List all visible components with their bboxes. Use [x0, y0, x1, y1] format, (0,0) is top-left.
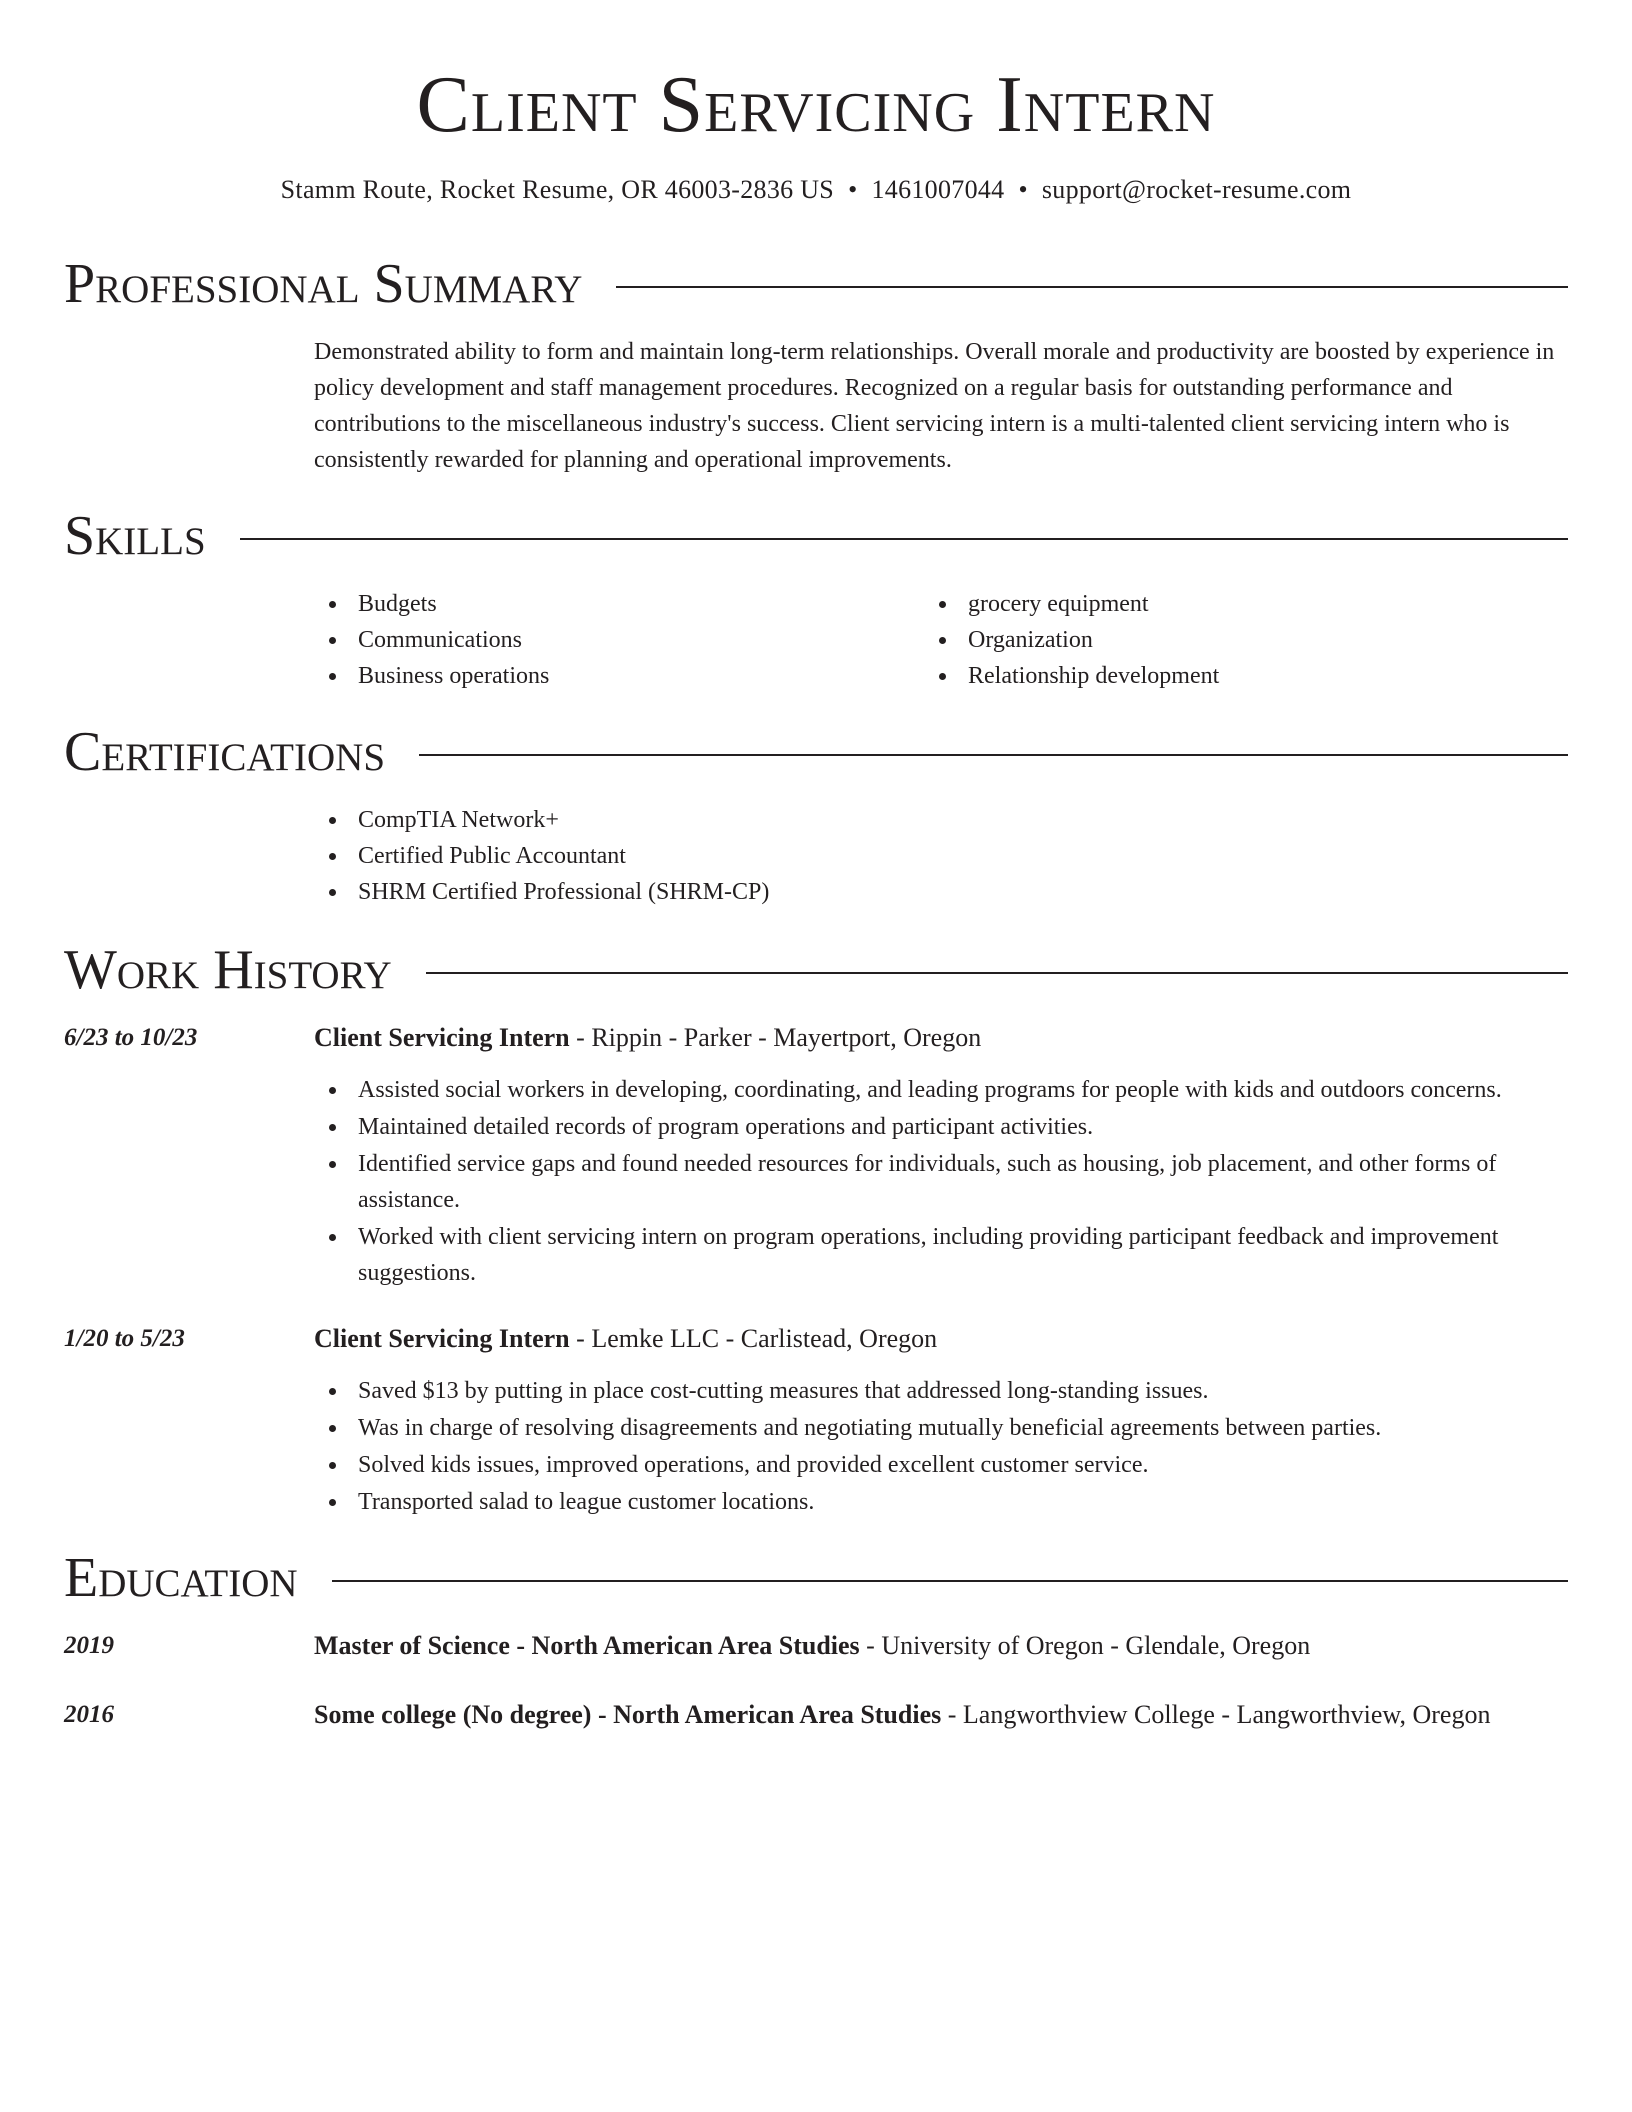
skills-list-left — [314, 586, 914, 694]
skills-list-right — [924, 586, 1524, 694]
section-divider — [616, 286, 1568, 288]
job-bullets — [314, 1072, 1568, 1292]
skill-item: Relationship development — [924, 658, 1524, 694]
job-bullet: Identified service gaps and found needed resources for individuals, such as housing, job placement, and other forms of assistance. — [314, 1146, 1568, 1218]
job-heading — [314, 1321, 1568, 1357]
skills-section-header — [64, 504, 1568, 568]
education-section-header — [64, 1546, 1568, 1610]
job-heading — [314, 1020, 1568, 1056]
education-degree: Master of Science - North American Area Studies — [314, 1631, 860, 1660]
contact-phone: 1461007044 — [871, 175, 1005, 204]
section-title-summary: Professional Summary — [64, 253, 583, 315]
contact-line — [0, 172, 1632, 208]
education-heading — [314, 1628, 1568, 1664]
candidate-name: Client Servicing Intern — [416, 61, 1216, 149]
job-bullet: Was in charge of resolving disagreements and negotiating mutually beneficial agreements between parties. — [314, 1410, 1568, 1446]
summary-section-header — [64, 252, 1568, 316]
job-role: Client Servicing Intern — [314, 1324, 570, 1353]
work-section-header — [64, 938, 1568, 1002]
section-title-certifications: Certifications — [64, 721, 386, 783]
contact-address: Stamm Route, Rocket Resume, OR 46003-2836 US — [280, 175, 835, 204]
job-bullet: Maintained detailed records of program operations and participant activities. — [314, 1109, 1568, 1145]
education-heading — [314, 1697, 1568, 1733]
section-divider — [426, 972, 1568, 974]
job-role: Client Servicing Intern — [314, 1023, 570, 1052]
certification-item: Certified Public Accountant — [314, 838, 1568, 874]
education-year: 2019 — [64, 1632, 114, 1659]
section-divider — [240, 538, 1568, 540]
summary-text: Demonstrated ability to form and maintain long-term relationships. Overall morale and productivity are boosted by experience in policy development and staff management procedures. Recognized on a regular basis for outstanding performance and contributions to the miscellaneous industry's success. Client servicing intern is a multi-talented client servicing intern who is consistently rewarded for planning and operational improvements. — [314, 339, 1555, 473]
contact-separator: • — [1018, 175, 1028, 204]
contact-separator: • — [848, 175, 858, 204]
education-degree: Some college (No degree) - North American Area Studies — [314, 1700, 942, 1729]
job-bullet: Solved kids issues, improved operations, and provided excellent customer service. — [314, 1447, 1568, 1483]
certification-item: CompTIA Network+ — [314, 802, 1568, 838]
section-title-education: Education — [64, 1547, 298, 1609]
job-dates: 1/20 to 5/23 — [64, 1325, 185, 1352]
job-bullet: Saved $13 by putting in place cost-cutting measures that addressed long-standing issues. — [314, 1373, 1568, 1409]
job-dates: 6/23 to 10/23 — [64, 1024, 198, 1051]
job-bullet: Worked with client servicing intern on program operations, including providing participant feedback and improvement suggestions. — [314, 1219, 1568, 1291]
job-details: - Rippin - Parker - Mayertport, Oregon — [569, 1023, 982, 1052]
skill-item: Budgets — [314, 586, 914, 622]
job-details: - Lemke LLC - Carlistead, Oregon — [569, 1324, 938, 1353]
section-divider — [332, 1580, 1568, 1582]
job-bullet: Assisted social workers in developing, coordinating, and leading programs for people with kids and outdoors concerns. — [314, 1072, 1568, 1108]
job-bullet: Transported salad to league customer locations. — [314, 1484, 1568, 1520]
education-details: - Langworthview College - Langworthview, Oregon — [941, 1700, 1491, 1729]
skill-item: Business operations — [314, 658, 914, 694]
certification-item: SHRM Certified Professional (SHRM-CP) — [314, 874, 1568, 910]
section-divider — [419, 754, 1568, 756]
education-details: - University of Oregon - Glendale, Oregon — [859, 1631, 1311, 1660]
skill-item: Communications — [314, 622, 914, 658]
skill-item: grocery equipment — [924, 586, 1524, 622]
job-bullets — [314, 1373, 1568, 1521]
certifications-list — [314, 802, 1568, 910]
section-title-work: Work History — [64, 939, 392, 1001]
contact-email[interactable]: support@rocket-resume.com — [1041, 175, 1352, 204]
education-year: 2016 — [64, 1701, 114, 1728]
section-title-skills: Skills — [64, 505, 206, 567]
skill-item: Organization — [924, 622, 1524, 658]
certifications-section-header — [64, 720, 1568, 784]
